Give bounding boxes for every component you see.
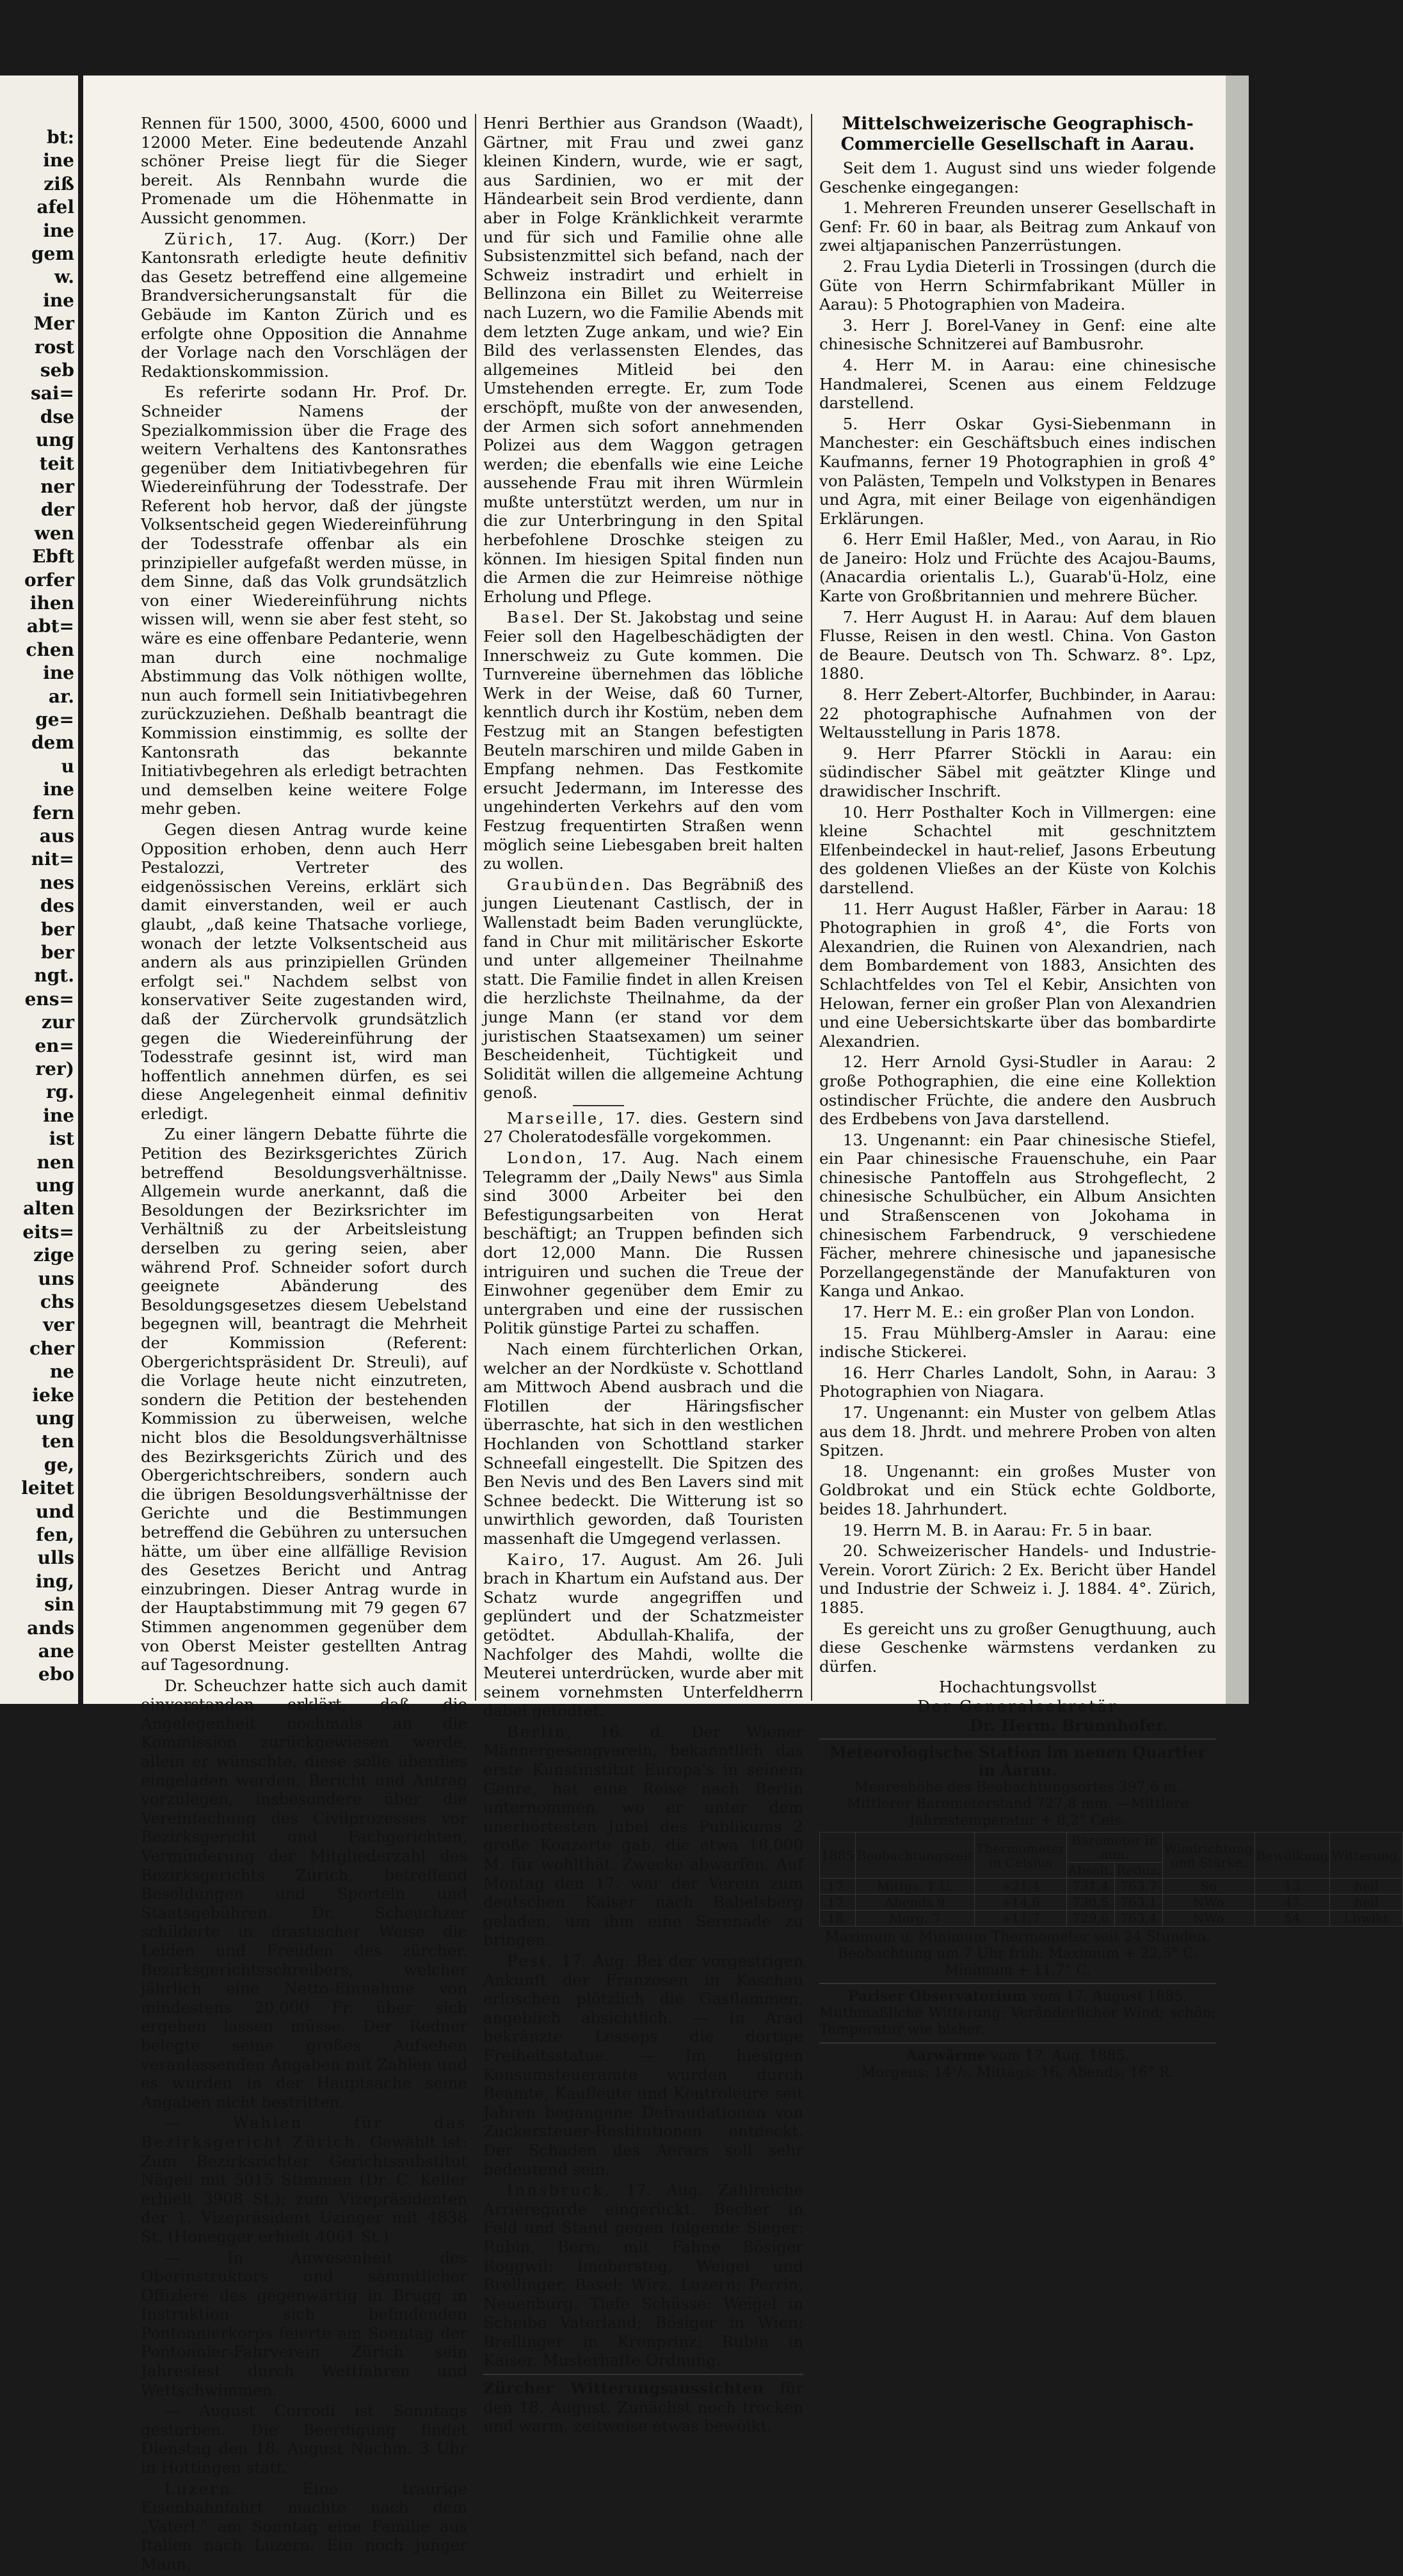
table-cell: 18. bbox=[820, 1911, 856, 1927]
section-divider bbox=[573, 1105, 624, 1106]
met-maxmin: Maximum u. Minimum Thermometer seit 24 Stunden. bbox=[824, 1929, 1211, 1946]
gift-item: 11. Herr August Haßler, Färber in Aarau: 18 Photographien in groß 4°, die Forts von Alexandrien, die Ruinen von Alexandrien, nach dem Bombardement von 1883, Ansichten des Schlachtfeldes von Tel el Kebir, Ansichten von Helowan, ferner ein großer Plan von Alexandrien und eine Uebersichtskarte über das bombardirte Alexandrien. bbox=[819, 899, 1216, 1051]
fragment-text: ens= bbox=[24, 988, 74, 1010]
fragment-text: nit= bbox=[31, 848, 74, 870]
article-marseille bbox=[483, 1109, 803, 1147]
table-cell: hell bbox=[1330, 1895, 1403, 1911]
article-luzern bbox=[141, 2479, 467, 2574]
fragment-text: ine bbox=[43, 1104, 74, 1126]
section-divider bbox=[819, 2042, 1216, 2044]
met-averages: Mittlerer Barometerstand 727,8 mm. —Mittlere Jahrestemperatur + 8,2° Cels. bbox=[846, 1796, 1189, 1829]
table-cell: 17. bbox=[820, 1895, 856, 1911]
fragment-text: ine bbox=[43, 150, 74, 171]
article-text: 16. d. Der Wiener Männergesangverein, bekanntlich das erste Kunstinstitut Europa's in seinem Genre, hat eine Reise nach Berlin unternommen, wo er unter dem unerhörtesten Jubel des Publikums 2 große Konzerte gab, die etwa 18,000 M. für wohlthät. Zwecke abwarfen. Auf Montag den 17. war der Verein zum deutschen Kaiser nach Babelsberg geladen, um ihm eine Serenade zu bringen. bbox=[483, 1722, 803, 1950]
fragment-text: ung bbox=[35, 1408, 74, 1429]
article-zurich bbox=[141, 230, 467, 381]
article-graubuenden bbox=[483, 875, 803, 1102]
dateline: London, bbox=[506, 1149, 585, 1168]
article-basel bbox=[483, 608, 803, 873]
fragment-text: nen bbox=[36, 1151, 74, 1173]
fragment-text: Mer bbox=[33, 313, 74, 335]
fragment-text: fen, bbox=[36, 1524, 74, 1545]
society-intro: Seit dem 1. August sind uns wieder folgende Geschenke eingegangen: bbox=[819, 159, 1216, 196]
fragment-text: leitet bbox=[21, 1477, 74, 1499]
gift-item: 19. Herrn M. B. in Aarau: Fr. 5 in baar. bbox=[842, 1520, 1153, 1539]
column-left bbox=[141, 114, 467, 2576]
article-text: Gegen diesen Antrag wurde keine Opposition erhoben, denn auch Herr Pestalozzi, Vertreter des eidgenössischen Vereins, erklärt sich damit einverstanden, weil er auch glaubt, „daß keine Thatsache vorliege, wonach der letzte Volksentscheid aus andern als aus prinzipiellen Gründen erfolgt sei." Nachdem selbst von konservativer Seite zugestanden wird, daß der Zürchervolk grundsätzlich gegen die Wiedereinführung der Todesstrafe gesinnt ist, wird man hoffentlich annehmen dürfen, es sei diese Angelegenheit einmal definitiv erledigt. bbox=[141, 820, 467, 1123]
table-header: Thermometer in Celsius bbox=[974, 1833, 1066, 1879]
article-text: Das Begräbniß des jungen Lieutenant Castlisch, der in Wallenstadt beim Baden verunglückte, fand in Chur mit militärischer Eskorte und unter allgemeiner Theilnahme statt. Die Familie findet in allen Kreisen die herzlichste Theilnahme, da der junge Mann (er stand vor dem juristischen Staatsexamen) um seiner Bescheidenheit, Tüchtigkeit und Solidität willen die allgemeine Achtung genoß. bbox=[483, 875, 803, 1102]
met-station-title: Meteorologische Station im neuen Quartier in Aarau. bbox=[830, 1743, 1206, 1780]
table-row bbox=[820, 1879, 1403, 1895]
gift-item: 8. Herr Zebert-Altorfer, Buchbinder, in Aarau: 22 photographische Aufnahmen von der Weltausstellung in Paris 1878. bbox=[819, 685, 1216, 742]
fragment-text: ner bbox=[40, 476, 74, 497]
table-cell: Mittgs. 1 U. bbox=[855, 1879, 974, 1895]
dateline: Innsbruck, bbox=[506, 2181, 612, 2200]
table-cell: 763,7 bbox=[1115, 1879, 1162, 1895]
fragment-text: u bbox=[61, 755, 74, 777]
fragment-text: Ebft bbox=[32, 546, 74, 568]
fragment-text: ine bbox=[43, 662, 74, 684]
article-text: Nach einem fürchterlichen Orkan, welcher an der Nordküste v. Schottland am Mittwoch Abend ausbrach und die Flotillen der Häringsfischer überraschte, hat sich in den westlichen Hochlanden von Schottland starker Schneefall eingestellt. Die Spitzen des Ben Nevis und des Ben Lavers sind mit Schnee bedeckt. Die Witterung ist so unwirthlich geworden, daß Touristen massenhaft die Umgegend verlassen. bbox=[483, 1340, 803, 1548]
greeting: Hochachtungsvollst bbox=[938, 1678, 1097, 1697]
paris-text: Muthmaßliche Witterung: Veränderlicher Wind; schön; Temperatur wie bisher. bbox=[819, 2005, 1216, 2039]
fragment-text: ieke bbox=[32, 1384, 74, 1406]
society-title: Mittelschweizerische Geographisch-Commercielle Gesellschaft in Aarau. bbox=[840, 114, 1195, 154]
article-text: Es referirte sodann Hr. Prof. Dr. Schneider Namens der Spezialkommission über die Frage des weitern Verhaltens des Kantonsrathes gegenüber dem Initiativbegehren für Wiedereinführung der Todesstrafe. Der Referent hob hervor, daß der jüngste Volksentscheid gegen Wiedereinführung der Todesstrafe offenbar als ein prinzipieller aufgefaßt werden müsse, in dem Sinne, daß das Volk grundsätzlich von einer Wiedereinführung nichts wissen will, wenn sie aber fest steht, so wäre es eine offenbare Pedanterie, wenn man durch eine nochmalige Abstimmung das Volk nöthigen wollte, nun auch formell sein Initiativbegehren zurückzuziehen. Deßhalb beantragt die Kommission einstimmig, es sollte der Kantonsrath das bekannte Initiativbegehren als erledigt betrachten und demselben keine weitere Folge mehr geben. bbox=[141, 383, 467, 818]
article-text: 17. Aug. Zahlreiche Arrièregarde eingerückt. Becher in Feld und Stand gegen folgende Sieger: Rubin, Bern; mit Fahne Bösiger Roggwil; Imobersteg, Weigel und Brellinger, Basel; Wirz, Luzern; Perrin, Neuenburg. Tiefe Schüsse: Weigel in Scheibe Vaterland; Bösiger in Wien; Brellinger in Kronprinz; Rubin in Kaiser. Musterhafte Ordnung. bbox=[483, 2181, 803, 2370]
aar-date: vom 17. Aug. 1885. bbox=[986, 2048, 1130, 2065]
fragment-text: des bbox=[40, 895, 74, 917]
signer-role: Der Generalsekretär bbox=[917, 1696, 1118, 1715]
article-pest bbox=[483, 1952, 803, 2179]
article-text: 17. August. Am 26. Juli brach in Khartum ein Aufstand aus. Der Schatz wurde angegriffen und geplündert und der Schatzmeister getödtet. Abdullah-Khalifa, der Nachfolger des Mahdi, wollte die Meuterei unterdrücken, wurde aber mit seinem vornehmsten Unterfeldherrn dabei getödtet. bbox=[483, 1550, 803, 1721]
fragment-text: chen bbox=[26, 639, 74, 660]
gift-item: 17. Herr M. E.: ein großer Plan von London. bbox=[842, 1303, 1195, 1322]
table-header: Reduz. bbox=[1115, 1863, 1162, 1879]
fragment-text: dse bbox=[40, 406, 74, 427]
article-wahlen bbox=[141, 2113, 467, 2246]
table-cell: NWo bbox=[1162, 1895, 1255, 1911]
fragment-text: ngt. bbox=[34, 965, 74, 987]
table-cell: 730,5 bbox=[1066, 1895, 1114, 1911]
fragment-text: ung bbox=[35, 1175, 74, 1196]
section-divider bbox=[819, 1738, 1216, 1740]
column-middle bbox=[483, 114, 803, 2438]
fragment-text: teit bbox=[39, 452, 74, 474]
article-berlin bbox=[483, 1722, 803, 1950]
article-text: — August Corrodi ist Sonntags gestorben. Die Beerdigung findet Dienstag den 18. August Nachm. 3 Uhr in Hottingen statt. bbox=[141, 2401, 467, 2477]
fragment-text: ge, bbox=[44, 1454, 74, 1475]
gift-list bbox=[819, 198, 1216, 1617]
dateline: Pest, bbox=[506, 1952, 555, 1970]
gift-item: 17. Ungenannt: ein Muster von gelbem Atlas aus dem 18. Jhrdt. und mehrere Proben von alten Spitzen. bbox=[819, 1403, 1216, 1460]
fragment-text: ulls bbox=[37, 1547, 74, 1569]
fragment-text: ine bbox=[43, 219, 74, 241]
dateline: Marseille, bbox=[506, 1108, 606, 1127]
fragment-text: sin bbox=[44, 1594, 74, 1616]
table-cell: NWo bbox=[1162, 1911, 1255, 1927]
fragment-text: fern bbox=[33, 802, 74, 823]
section-divider bbox=[483, 2374, 803, 2375]
dateline: Kairo, bbox=[506, 1550, 566, 1569]
article-text: Zu einer längern Debatte führte die Petition des Bezirksgerichtes Zürich betreffend Besoldungsverhältnisse. Allgemein wurde anerkannt, daß die Besoldungen der Bezirksrichter im Verhältniß zu der Arbeitsleistung derselben zu gering seien, aber während Prof. Schneider sofort durch geeignete Abänderung des Besoldungsgesetzes diesem Uebelstand begegnen will, beantragt die Mehrheit der Kommission (Referent: Obergerichtspräsident Dr. Streuli), auf die Vorlage heute nicht einzutreten, sondern die Petition der bestehenden Kommission zu überweisen, welche nicht blos die Besoldungsverhältnisse des Bezirksgerichts Zürich und des Obergerichtschreibers, sondern auch die übrigen Besoldungsverhältnisse der Gerichte und die Bestimmungen betreffend die Gebühren zu untersuchen hätte, um über eine allfällige Revision des Gesetzes Bericht und Antrag einzubringen. Dieser Antrag wurde in der Hauptabstimmung mit 79 gegen 67 Stimmen angenommen gegenüber dem von Oberst Meister gestellten Antrag auf Tagesordnung. bbox=[141, 1125, 467, 1674]
table-cell: +11,7 bbox=[974, 1911, 1066, 1927]
fragment-text: cher bbox=[29, 1337, 74, 1359]
fragment-text: chs bbox=[40, 1291, 74, 1312]
article-text: 17. Aug. Nach einem Telegramm der „Daily News" aus Simla sind 3000 Arbeiter bei den Befestigungsarbeiten von Herat beschäftigt; an Truppen befinden sich dort 12,000 Mann. Die Russen intriguiren und suchen die Treue der Einwohner gegenüber dem Emir zu untergraben und eine der russischen Politik günstige Partei zu schaffen. bbox=[483, 1149, 803, 1338]
table-cell: +14,6 bbox=[974, 1895, 1066, 1911]
fragment-text: abt= bbox=[26, 616, 74, 637]
aar-title: Aarwärme bbox=[906, 2047, 986, 2065]
weather-forecast bbox=[483, 2379, 803, 2436]
table-cell: So bbox=[1162, 1879, 1255, 1895]
table-row bbox=[820, 1911, 1403, 1927]
dateline: Berlin, bbox=[506, 1722, 574, 1741]
paris-date: vom 17. August 1885. bbox=[1027, 1989, 1188, 2005]
newspaper-page bbox=[83, 76, 1402, 2573]
gift-item: 7. Herr August H. in Aarau: Auf dem blauen Flusse, Reisen in den westl. China. Von Gaston de Beaure. Deutsch von Th. Schwarz. 8°. Lpz, 1880. bbox=[819, 607, 1216, 683]
gift-item: 15. Frau Mühlberg-Amsler in Aarau: eine indische Stickerei. bbox=[819, 1323, 1216, 1362]
fragment-text: ihen bbox=[29, 592, 74, 614]
weather-table bbox=[819, 1832, 1403, 1927]
met-max: Beobachtung um 7 Uhr früh: Maximum + 22,5° C. bbox=[837, 1946, 1198, 1962]
signer-name: Dr. Herm. Brunnhofer. bbox=[969, 1715, 1169, 1735]
paris-title: Pariser Observatorium bbox=[847, 1988, 1027, 2005]
article-text: 17. dies. Gestern sind 27 Choleratodesfälle vorgekommen. bbox=[483, 1108, 803, 1147]
fragment-text: seb bbox=[40, 360, 74, 381]
forecast-title: Zürcher Witterungsaussichten bbox=[483, 2379, 764, 2398]
table-header: Beobachtungszeit bbox=[855, 1833, 974, 1879]
fragment-text: gem bbox=[31, 243, 74, 264]
fragment-text: rost bbox=[34, 336, 74, 358]
gift-item: 5. Herr Oskar Gysi-Siebenmann in Manchester: ein Geschäftsbuch eines indischen Kaufmanns, ferner 19 Photographien in groß 4° von Palästen, Tempeln und Volkstypen in Benares und Agra, mit einer Beilage von eigenhändigen Erklärungen. bbox=[819, 414, 1216, 528]
fragment-text: zige bbox=[33, 1244, 74, 1266]
fragment-text: w. bbox=[54, 266, 74, 288]
table-header: Witterung. bbox=[1330, 1833, 1403, 1879]
fragment-text: eits= bbox=[22, 1221, 74, 1243]
table-cell: 17. bbox=[820, 1879, 856, 1895]
fragment-text: ber bbox=[40, 918, 74, 940]
gift-item: 12. Herr Arnold Gysi-Studler in Aarau: 2 große Pothographien, die eine eine Kollektion ostindischer Früchte, die andere den Ausbruch des Erdbebens von Java darstellend. bbox=[819, 1053, 1216, 1129]
table-header: Absolt. bbox=[1066, 1863, 1114, 1879]
fragment-text: der bbox=[40, 499, 74, 521]
article-text: Henri Berthier aus Grandson (Waadt), Gärtner, mit Frau und zwei ganz kleinen Kindern, wurde, wie er sagt, aus Sardinien, wo er mit der Händearbeit sein Brod verdiente, dann aber in Folge Kränklichkeit verarmte und für sich und Familie ohne alle Subsistenzmittel sich befand, nach der Schweiz instradirt und erhielt in Bellinzona ein Billet zu Weiterreise nach Luzern, wo die Familie Abends mit dem letzten Zuge ankam, und wie? Ein Bild des verlassensten Elendes, das allgemeines Mitleid bei den Umstehenden erregte. Er, zum Tode erschöpft, mußte von der anwesenden, der Armen sich sofort annehmenden Polizei aus dem Waggon getragen werden; die ebenfalls wie eine Leiche aussehende Frau mit ihren Würmlein mußte unterstützt werden, um nur in die zur Unterbringung in den Spital herbefohlene Droschke steigen zu können. Im hiesigen Spital finden nun die Armen die zur Heimreise nöthige Erholung und Pflege. bbox=[483, 114, 803, 606]
aar-temperature bbox=[819, 2047, 1216, 2065]
table-cell: 731,4 bbox=[1066, 1879, 1114, 1895]
society-closing: Es gereicht uns zu großer Genugthuung, auch diese Geschenke wärmstens verdanken zu dürfen. bbox=[819, 1619, 1216, 1676]
gift-item: 16. Herr Charles Landolt, Sohn, in Aarau: 3 Photographien von Niagara. bbox=[819, 1363, 1216, 1401]
forecast-text: für den 18. August. Zunächst noch trocken und warm, zeitweise etwas bewölkt. bbox=[483, 2379, 803, 2436]
gift-item: 10. Herr Posthalter Koch in Villmergen: eine kleine Schachtel mit geschnitztem Elfenbeindeckel in haut-relief, Jasons Erbeutung des goldenen Vließes an der Küste von Kolchis darstellend. bbox=[819, 802, 1216, 897]
fragment-text: en= bbox=[35, 1035, 74, 1056]
fragment-text: ane bbox=[38, 1641, 74, 1662]
column-rule bbox=[475, 114, 476, 1701]
fragment-text: orfer bbox=[24, 569, 74, 591]
table-header: Windrichtung und Stärke. bbox=[1162, 1833, 1255, 1879]
fragment-text: ber bbox=[40, 942, 74, 963]
fragment-text: ziß bbox=[44, 173, 74, 195]
fragment-text: ung bbox=[35, 429, 74, 451]
article-london bbox=[483, 1149, 803, 1338]
table-row bbox=[820, 1895, 1403, 1911]
column-right bbox=[819, 114, 1402, 2081]
dateline: Graubünden. bbox=[506, 875, 632, 894]
article-text: — In Anwesenheit des Oberinstruktors und sämmtlicher Offiziere des gegenwärtig in Brugg in Instruktion sich befindenden Pontonnierkorps feierte am Sonntag der Pontonnier-Fahrverein Zürich sein Jahresfest durch Wettfahren und Wettschwimmen. bbox=[141, 2248, 467, 2399]
fragment-text: ne bbox=[49, 1361, 74, 1383]
gift-item: 3. Herr J. Borel-Vaney in Genf: eine alte chinesische Schnitzerei auf Bambusrohr. bbox=[819, 315, 1216, 354]
dateline: Luzern. bbox=[164, 2479, 239, 2498]
gift-item: 6. Herr Emil Haßler, Med., von Aarau, in Rio de Janeiro: Holz und Früchte des Acajou-Baums, (Anacardia orientalis L.), Guarab'ü-Holz, eine Karte von Großbritannien und mehrere Bücher. bbox=[819, 530, 1216, 606]
fragment-text: sai= bbox=[30, 383, 74, 404]
fragment-text: aus bbox=[39, 825, 74, 847]
fragment-text: ing, bbox=[35, 1570, 74, 1592]
gift-item: 13. Ungenannt: ein Paar chinesische Stiefel, ein Paar chinesische Frauenschuhe, ein Paar chinesische Pantoffeln aus Strohgeflecht, 2 chinesische Schulbücher, ein Album Ansichten und Straßenscenen von Jokohama in chinesischem Farbendruck, 9 verschiedene Fächer, mehrere chinesische und japanesische Porzellangegenstände der Manufakturen von Kanga und Ankao. bbox=[819, 1130, 1216, 1301]
fragment-text: ine bbox=[43, 289, 74, 311]
article-text: Der St. Jakobstag und seine Feier soll den Hagelbeschädigten der Innerschweiz zu Gute kommen. Die Turnvereine übernehmen das löbliche Werk in der Weise, daß 60 Turner, kenntlich durch ihr Kostüm, neben dem Festzug mit an Stangen befestigten Beuteln marschiren und milde Gaben in Empfang nehmen. Das Festkomite ersucht Jedermann, im Interesse des ungehinderten Verkehrs auf den vom Festzug frequentirten Straßen wenn möglich seine Liebesgaben breit halten zu wollen. bbox=[483, 608, 803, 873]
dateline: Basel. bbox=[506, 608, 567, 627]
fragment-text: rer) bbox=[35, 1058, 74, 1079]
paris-observatory bbox=[819, 1988, 1216, 2005]
fragment-text: dem bbox=[31, 732, 74, 754]
article-text: 17. Aug. (Korr.) Der Kantonsrath erledigte heute definitiv das Gesetz betreffend eine allgemeine Brandversicherungsanstalt für die Gebäude im Kanton Zürich und es erfolgte ohne Opposition die Annahme der Vorlage nach den Vorschlägen der Redaktionskommission. bbox=[141, 229, 467, 381]
table-cell: 54 bbox=[1255, 1911, 1330, 1927]
gift-item: 1. Mehreren Freunden unserer Gesellschaft in Genf: Fr. 60 in baar, als Beitrag zum Ankauf von zwei altjapanischen Panzerrüstungen. bbox=[819, 198, 1216, 255]
table-cell: 13 bbox=[1255, 1879, 1330, 1895]
fragment-text: ar. bbox=[48, 685, 74, 707]
fragment-text: ten bbox=[41, 1431, 74, 1452]
table-header-row bbox=[820, 1833, 1403, 1863]
table-header: Barometer in mm. bbox=[1066, 1833, 1162, 1863]
fragment-text: rg. bbox=[45, 1081, 74, 1103]
article-text: 17. Aug. Bei der vorgestrigen Ankunft der Franzosen in Kaschau erloschen plötzlich die Gasflammen, angeblich absichtlich. — In Arad bekränzte Lesseps die dortige Freiheitsstatue. — Im hiesigen Konsumsteueramte wurden durch Beamte, Kaufleute und Kontroleure seit Jahren begangene Defraudationen von Zuckersteuer-Restitutionen entdeckt. Der Schaden des Aerars soll sehr bedeutend sein. bbox=[483, 1952, 803, 2179]
article-text: Rennen für 1500, 3000, 4500, 6000 und 12000 Meter. Eine bedeutende Anzahl schöner Preise liegt für die Sieger bereit. Als Rennbahn wurde die Promenade um die Höhenmatte in Aussicht genommen. bbox=[141, 114, 467, 227]
article-text: Dr. Scheuchzer hatte sich auch damit einverstanden erklärt, daß die Angelegenheit nochmals an die Kommission zurückgewiesen werde, allein er wünschte, diese solle überdies eingeladen werden, Bericht und Antrag vorzulegen, insbesondere über die Vereinfachung des Civilprozesses vor Bezirksgericht und Fachgerichten, Verminderung der Mitgliederzahl des Bezirksgerichts Zürich, betreffend Besoldungen und Sporteln und Staatsgebühren. Dr. Scheuchzer schilderte in drastischer Weise die Leiden und Freuden des zürcher. Bezirksgerichtsschreibers, welcher jährlich eine Netto-Einnahme von mindestens 20,000 Fr. über sich ergehen lassen müsse. Der Redner belegte seine großes Aufsehen veranlassenden Angaben mit Zahlen und es wurden in der Hauptsache seine Angaben nicht bestritten. bbox=[141, 1676, 467, 2111]
gift-item: 18. Ungenannt: ein großes Muster von Goldbrokat und ein Stück echte Goldborte, beides 18. Jahrhundert. bbox=[819, 1461, 1216, 1518]
dateline: Zürich, bbox=[164, 229, 236, 248]
section-divider bbox=[819, 1983, 1216, 1984]
table-cell: 47 bbox=[1255, 1895, 1330, 1911]
fragment-text: ine bbox=[43, 779, 74, 800]
gift-item: 20. Schweizerischer Handels- und Industrie-Verein. Vorort Zürich: 2 Ex. Bericht über Handel und Industrie der Schweiz i. J. 1884. 4°. Zürich, 1885. bbox=[819, 1541, 1216, 1617]
aar-text: Morgens: 14¹/₂, Mittags: 16, Abends: 16° R. bbox=[861, 2065, 1175, 2081]
gift-item: 2. Frau Lydia Dieterli in Trossingen (durch die Güte von Herrn Schirmfabrikant Müller in Aarau): 5 Photographien von Madeira. bbox=[819, 257, 1216, 314]
fragment-text: ver bbox=[43, 1314, 74, 1336]
met-min: Minimum + 11,7° C. bbox=[944, 1962, 1091, 1979]
table-cell: Morg. 7 bbox=[855, 1911, 974, 1927]
previous-page-fragment bbox=[0, 76, 78, 1704]
table-cell: Abends 9 bbox=[855, 1895, 974, 1911]
table-cell: 763,1 bbox=[1115, 1895, 1162, 1911]
article-text: Eine traurige Eisenbahnfahrt machte nach dem „Vaterl." am Sonntag eine Familie aus Italien nach Luzern. Ein noch junger Mann, bbox=[141, 2479, 467, 2573]
fragment-text: ebo bbox=[38, 1664, 74, 1685]
fragment-text: nes bbox=[40, 871, 74, 893]
fragment-text: uns bbox=[38, 1268, 74, 1289]
fragment-text: alten bbox=[23, 1198, 74, 1220]
table-header: 1885 bbox=[820, 1833, 856, 1879]
fragment-text: ands bbox=[27, 1617, 74, 1639]
table-cell: +21,4 bbox=[974, 1879, 1066, 1895]
page-edge bbox=[1226, 76, 1249, 1704]
article-innsbruck bbox=[483, 2181, 803, 2370]
fragment-text: bt: bbox=[47, 127, 74, 148]
table-cell: 729,6 bbox=[1066, 1911, 1114, 1927]
fragment-text: ist bbox=[49, 1128, 74, 1150]
gift-item: 4. Herr M. in Aarau: eine chinesische Handmalerei, Scenen aus einem Feldzuge darstellend. bbox=[819, 355, 1216, 413]
fragment-text: und bbox=[35, 1500, 74, 1522]
article-kairo bbox=[483, 1550, 803, 1721]
table-cell: 763,4 bbox=[1115, 1911, 1162, 1927]
met-altitude: Meereshöhe des Beobachtungsortes 397,6 m. bbox=[854, 1779, 1182, 1796]
article-text: Gewählt ist: Zum Bezirksrichter Gerichtssubstitut Nägeli mit 5015 Stimmen (Dr. C. Keller erhielt 3908 St.); zum Vizepräsidenten der 1. Vizepräsident Uzinger mit 4838 St. (Honegger erhielt 4061 St.) bbox=[141, 2132, 467, 2246]
column-rule bbox=[811, 114, 812, 1701]
fragment-text: zur bbox=[41, 1012, 74, 1033]
fragment-text: wen bbox=[34, 522, 74, 544]
gift-item: 9. Herr Pfarrer Stöckli in Aarau: ein südindischer Säbel mit geätzter Klinge und drawidischer Inschrift. bbox=[819, 743, 1216, 800]
fragment-text: ge= bbox=[35, 709, 74, 730]
fragment-text: afel bbox=[36, 196, 74, 218]
table-cell: hell bbox=[1330, 1879, 1403, 1895]
table-cell: l.bwlkt bbox=[1330, 1911, 1403, 1927]
article-title: — Wahlen für das Bezirksgericht Zürich. bbox=[141, 2113, 467, 2151]
table-header: Bewölkung bbox=[1255, 1833, 1330, 1879]
